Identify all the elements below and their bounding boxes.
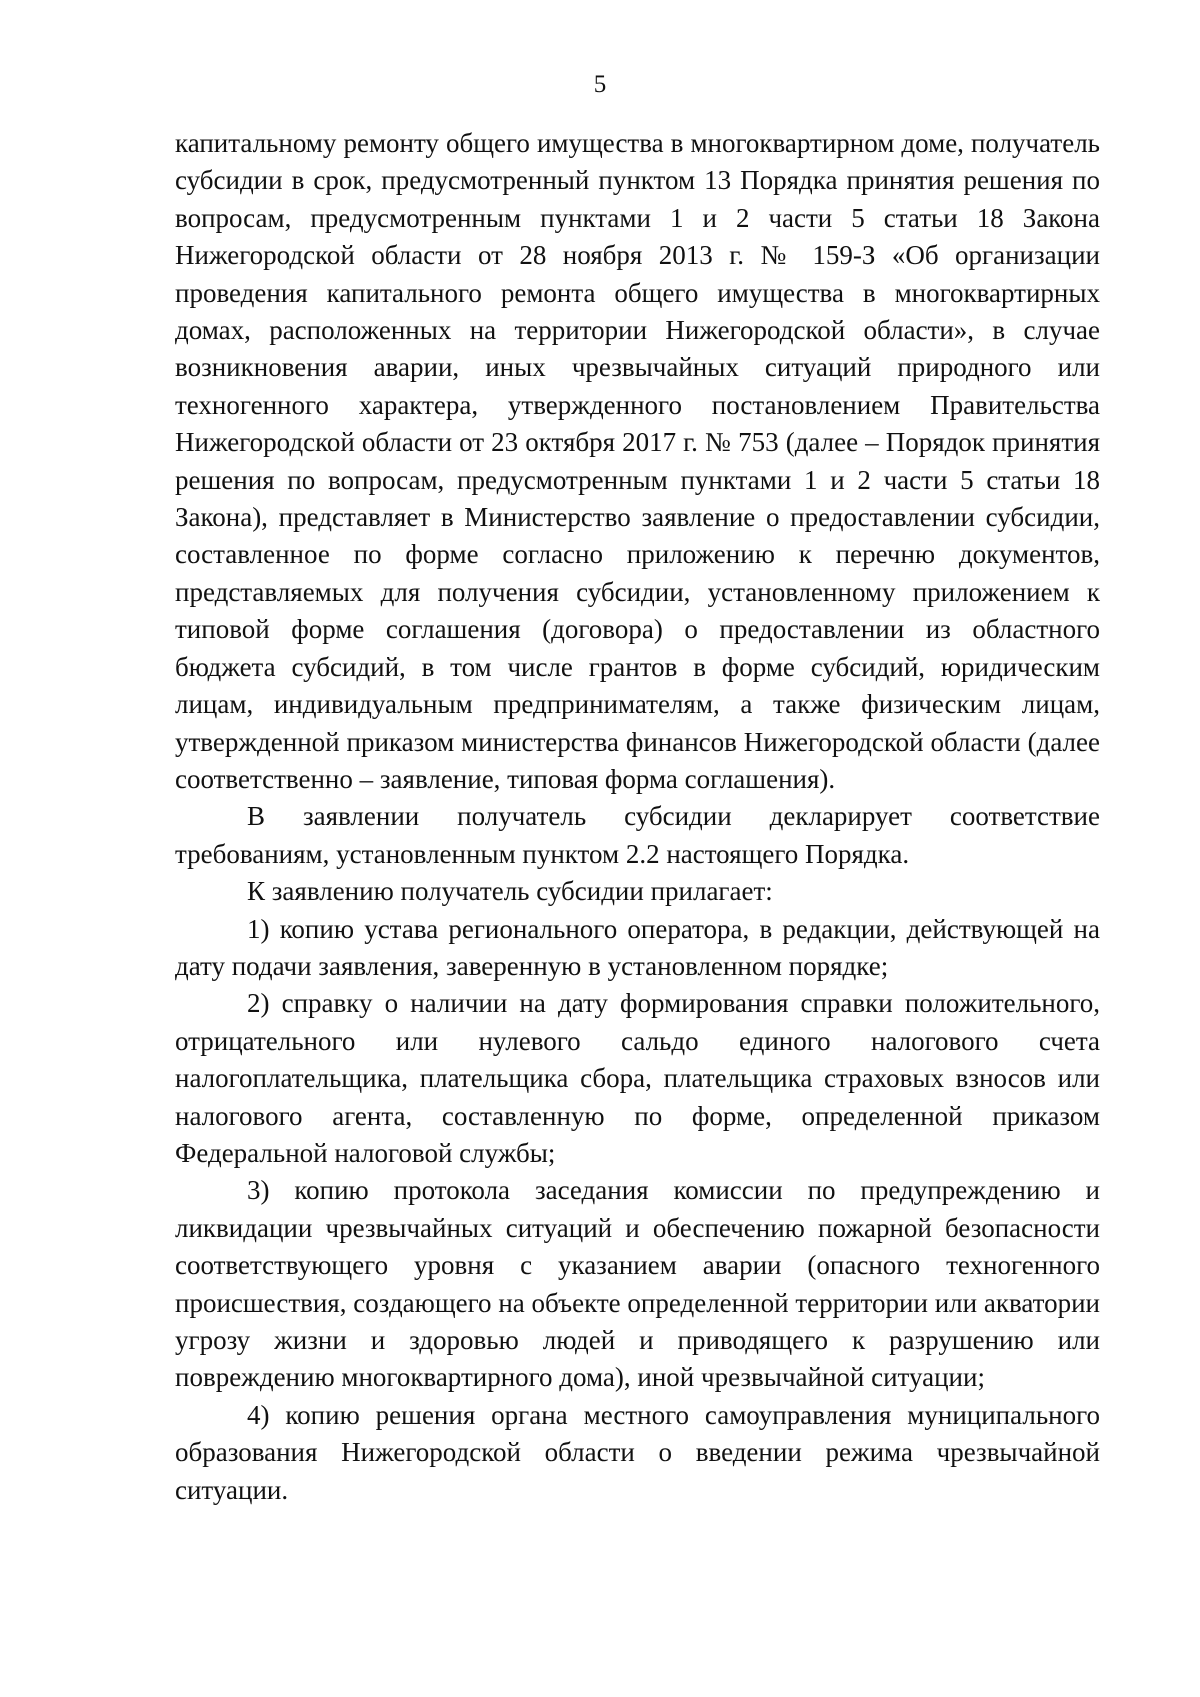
list-item-1: 1) копию устава регионального оператора, в редакции, действующей на дату подачи заявления, заверенную в установленном порядке; [175, 913, 1100, 981]
list-item-2: 2) справку о наличии на дату формирования справки положительного, отрицательного или нулевого сальдо единого налогового счета налогоплательщика, плательщика сбора, плательщика страховых взносов или налогового агента, составленную по форме, определенной приказом Федеральной налоговой службы; [175, 988, 1100, 1168]
list-item-4: 4) копию решения органа местного самоуправления муниципального образования Нижегородской области о введении режима чрезвычайной ситуации. [175, 1399, 1100, 1505]
paragraph-attachments-intro: К заявлению получатель субсидии прилагает: [247, 876, 773, 907]
page-number: 5 [593, 71, 607, 98]
paragraph-declaration: В заявлении получатель субсидии декларирует соответствие требованиям, установленным пунктом 2.2 настоящего Порядка. [175, 801, 1100, 869]
list-item-3: 3) копию протокола заседания комиссии по предупреждению и ликвидации чрезвычайных ситуаций и обеспечению пожарной безопасности соответствующего уровня с указанием аварии (опасного техногенного происшествия, создающего на объекте определенной территории или акватории угрозу жизни и здоровью людей и приводящего к разрушению или повреждению многоквартирного дома), иной чрезвычайной ситуации; [175, 1175, 1100, 1393]
document-body [175, 125, 1100, 1509]
paragraph-continuation: капитальному ремонту общего имущества в многоквартирном доме, получатель субсидии в срок, предусмотренный пунктом 13 Порядка принятия решения по вопросам, предусмотренным пунктами 1 и 2 части 5 статьи 18 Закона Нижегородской области от 28 ноября 2013 г. № 159-З «Об организации проведения капитального ремонта общего имущества в многоквартирных домах, расположенных на территории Нижегородской области», в случае возникновения аварии, иных чрезвычайных ситуаций природного или техногенного характера, утвержденного постановлением Правительства Нижегородской области от 23 октября 2017 г. № 753 (далее – Порядок принятия решения по вопросам, предусмотренным пунктами 1 и 2 части 5 статьи 18 Закона), представляет в Министерство заявление о предоставлении субсидии, составленное по форме согласно приложению к перечню документов, представляемых для получения субсидии, установленному приложением к типовой форме соглашения (договора) о предоставлении из областного бюджета субсидий, в том числе грантов в форме субсидий, юридическим лицам, индивидуальным предпринимателям, а также физическим лицам, утвержденной приказом министерства финансов Нижегородской области (далее соответственно – заявление, типовая форма соглашения). [175, 128, 1100, 794]
